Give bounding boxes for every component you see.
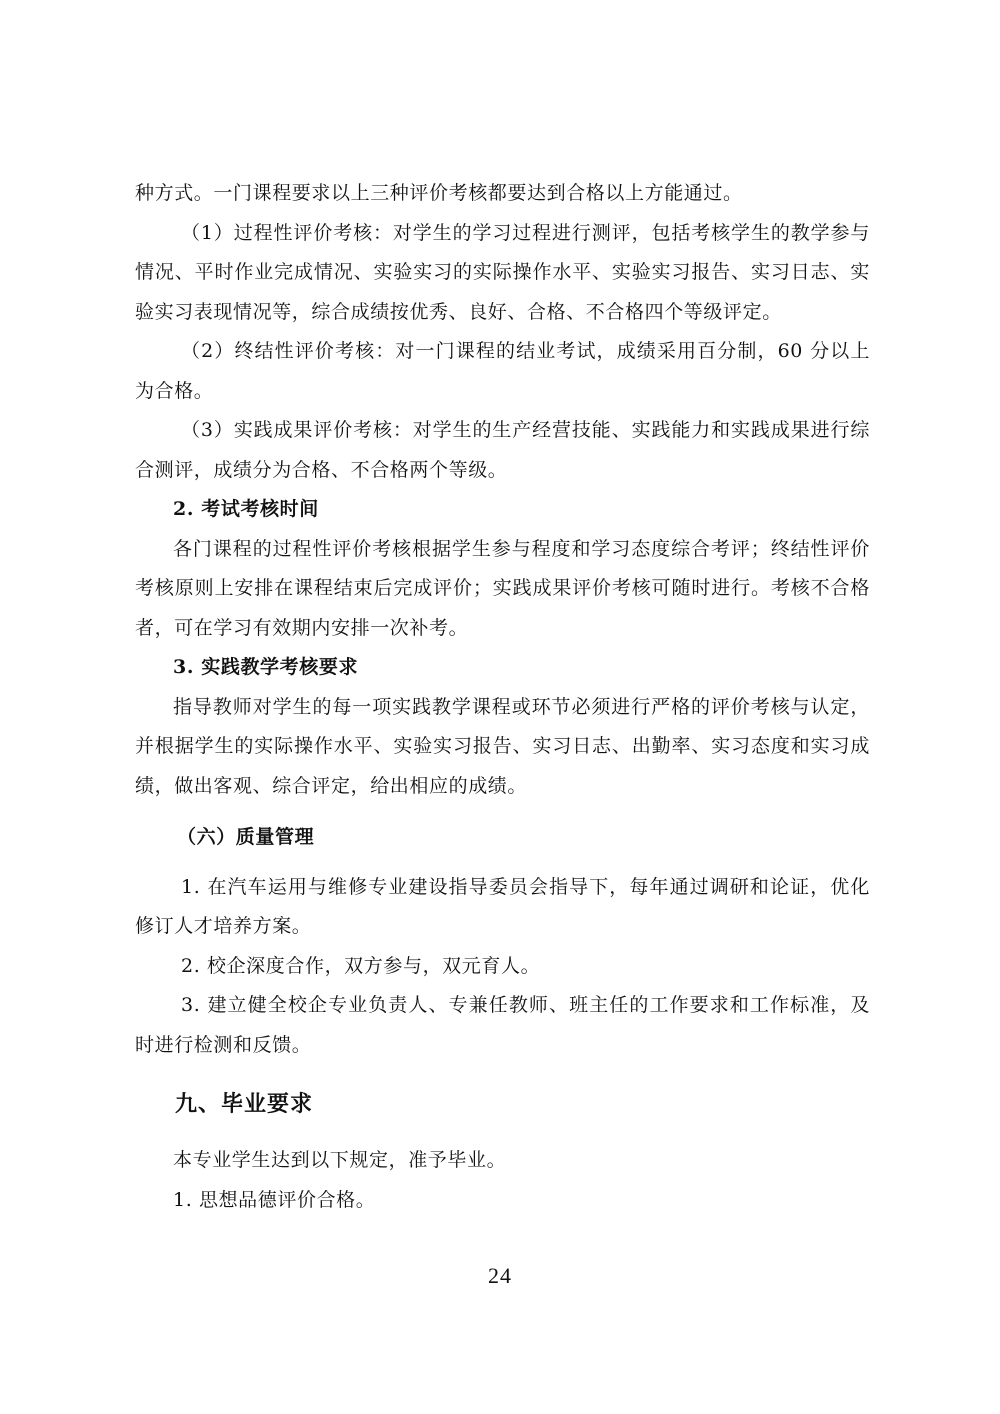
heading-quality-management: （六）质量管理 xyxy=(177,826,315,848)
paragraph-continuation: 种方式。一门课程要求以上三种评价考核都要达到合格以上方能通过。 xyxy=(135,182,743,204)
graduation-item-1: 1. 思想品德评价合格。 xyxy=(173,1188,376,1211)
paragraph-exam-time: 各门课程的过程性评价考核根据学生参与程度和学习态度综合考评；终结性评价考核原则上安排在课程结束后完成评价；实践成果评价考核可随时进行。考核不合格者，可在学习有效期内安排一次补考。 xyxy=(135,537,870,639)
page-body xyxy=(135,174,870,1220)
paragraph-process-evaluation: （1）过程性评价考核：对学生的学习过程进行测评，包括考核学生的教学参与情况、平时作业完成情况、实验实习的实际操作水平、实验实习报告、实习日志、实验实习表现情况等，综合成绩按优秀、良好、合格、不合格四个等级评定。 xyxy=(135,221,870,323)
paragraph-final-evaluation: （2）终结性评价考核：对一门课程的结业考试，成绩采用百分制，60 分以上为合格。 xyxy=(135,340,870,402)
quality-item-2: 2. 校企深度合作，双方参与，双元育人。 xyxy=(181,954,541,977)
quality-item-1: 1. 在汽车运用与维修专业建设指导委员会指导下，每年通过调研和论证，优化修订人才培养方案。 xyxy=(135,875,870,937)
heading-exam-time: 2. 考试考核时间 xyxy=(173,498,319,520)
section-title-graduation: 九、毕业要求 xyxy=(175,1092,314,1117)
paragraph-practice-evaluation: （3）实践成果评价考核：对学生的生产经营技能、实践能力和实践成果进行综合测评，成绩分为合格、不合格两个等级。 xyxy=(135,419,870,481)
heading-practice-requirements: 3. 实践教学考核要求 xyxy=(173,656,359,678)
paragraph-practice-requirements: 指导教师对学生的每一项实践教学课程或环节必须进行严格的评价考核与认定，并根据学生的实际操作水平、实验实习报告、实习日志、出勤率、实习态度和实习成绩，做出客观、综合评定，给出相应的成绩。 xyxy=(135,695,870,797)
page-number: 24 xyxy=(488,1263,512,1288)
quality-item-3: 3. 建立健全校企专业负责人、专兼任教师、班主任的工作要求和工作标准，及时进行检测和反馈。 xyxy=(135,994,870,1056)
paragraph-graduation-intro: 本专业学生达到以下规定，准予毕业。 xyxy=(173,1149,507,1171)
